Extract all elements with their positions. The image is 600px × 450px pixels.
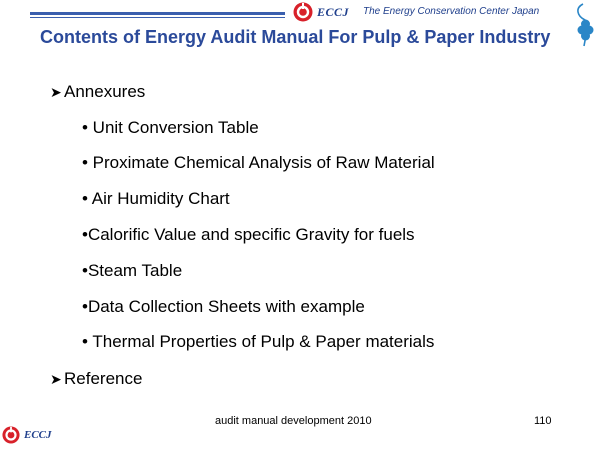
list-item: •Steam Table <box>82 261 183 280</box>
section-reference <box>50 369 142 389</box>
footer-logo-text: ECCJ <box>24 429 52 441</box>
list-item: • Proximate Chemical Analysis of Raw Material <box>82 153 435 172</box>
page-number: 110 <box>534 415 552 427</box>
header-logo-text: ECCJ <box>317 5 350 19</box>
footer-logo <box>2 426 72 448</box>
slide-title: Contents of Energy Audit Manual For Pulp & Paper Industry <box>40 27 551 47</box>
list-item: •Data Collection Sheets with example <box>82 297 365 316</box>
arrow-bullet-icon: ➤ <box>50 371 62 387</box>
eccj-logo-icon <box>293 2 313 22</box>
list-item: • Thermal Properties of Pulp & Paper materials <box>82 332 435 351</box>
header-rule <box>30 12 285 15</box>
list-item: • Air Humidity Chart <box>82 189 230 208</box>
organization-name: The Energy Conservation Center Japan <box>363 6 540 17</box>
section-annexures <box>50 82 145 102</box>
section-label: Reference <box>64 369 143 388</box>
header-rule-thin <box>30 17 285 18</box>
list-item: • Unit Conversion Table <box>82 118 259 137</box>
list-item: •Calorific Value and specific Gravity for fuels <box>82 225 415 244</box>
section-label: Annexures <box>64 82 146 101</box>
eccj-logo-icon <box>2 426 20 444</box>
arrow-bullet-icon: ➤ <box>50 84 62 100</box>
header-logo <box>293 2 357 24</box>
clover-ribbon-icon <box>565 2 599 48</box>
footer-text: audit manual development 2010 <box>215 415 372 427</box>
